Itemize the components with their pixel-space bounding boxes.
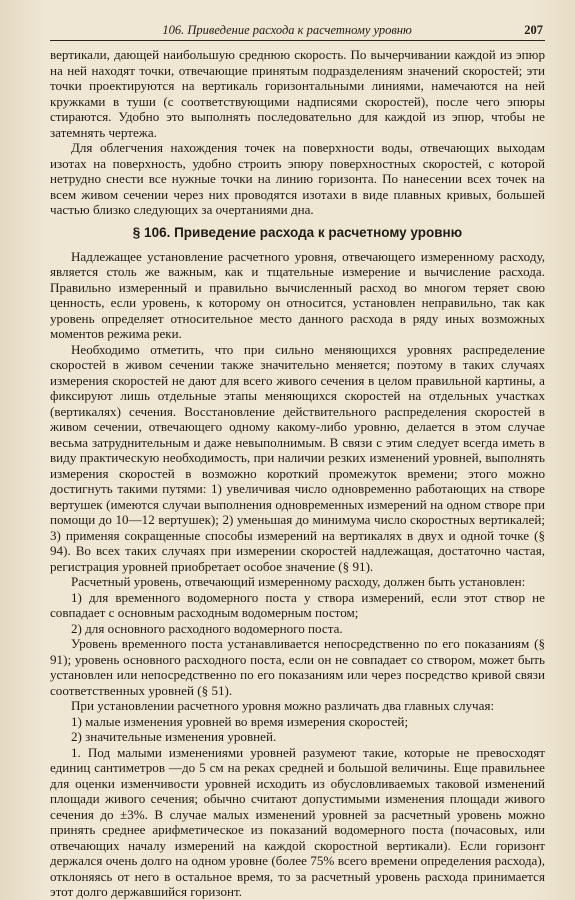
section-heading: § 106. Приведение расхода к расчетному уровню	[132, 224, 463, 240]
paragraph-5: Расчетный уровень, отвечающий измеренному расходу, должен быть установлен:	[70, 574, 526, 589]
page-number: 207	[524, 23, 543, 37]
paragraph-1: вертикали, дающей наибольшую среднюю скорость. По вычерчивании каждой из эпюр на ней находят точки, отвечающие принятым подразделениям значений скоростей; эти точки проектируются на вертикаль горизонтальными линиями, намечаются на ней кружками в туши (с соответствующими надписями скоростей), после чего эпюры стираются. Удобно это выполнять последовательно для каждой из эпюр, чтобы не затемнять чертежа.	[50, 47, 545, 140]
paragraph-4: Необходимо отметить, что при сильно меняющихся уровнях распределение скоростей в живом сечении также значительно меняется; поэтому в таких случаях измерения скоростей не дают для всего живого сечения в целом правильной картины, а фиксируют лишь отдельные этапы меняющихся скоростей на отдельных участках (вертикалях) сечения. Восстановление действительного распределения скоростей в живом сечении, отвечающего одному какому-либо уровню, делается в этом случае весьма затруднительным и даже невыполнимым. В связи с этим следует всегда иметь в виду практическую необходимость, при наличии резких изменений уровней, выполнять измерения скоростей в возможно короткий промежуток времени; этого можно достигнуть такими путями: 1) увеличивая число одновременно работающих на створе вертушек (имеются случаи выполнения одновременных измерений на одном створе при помощи до 10—12 вертушек); 2) уменьшая до минимума число скоростных вертикалей; 3) применяя сокращенные способы измерений на вертикалях в двух и одной точке (§ 94). Во всех таких случаях при измерении скоростей надлежащая, достаточно частая, регистрация уровней приобретает особое значение (§ 91).	[50, 341, 545, 574]
list-item-1: 1) для временного водомерного поста у створа измерений, если этот створ не совпадает с основным расходным водомерным постом;	[50, 589, 545, 620]
running-title: 106. Приведение расхода к расчетному уровню	[162, 23, 412, 37]
paragraph-3: Надлежащее установление расчетного уровня, отвечающего измеренному расходу, является столь же важным, как и тщательные измерение и вычисление расхода. Правильно измеренный и правильно вычисленный расход во многом теряет свою ценность, если уровень, к которому он относится, установлен неправильно, так как уровень определяет относительное место данного расхода в ряду иных возможных моментов режима реки.	[50, 248, 545, 341]
paragraph-8: 1. Под малыми изменениями уровней разумеют такие, которые не превосходят единиц сантиметров —до 5 см на реках средней и большой величины. Еще правильнее для оценки изменчивости уровней исходить из обусловливаемых таковой изменений площади живого сечения; обычно считают допустимыми изменения площади живого сечения до ±3%. В случае малых изменений уровней за расчетный уровень можно принять среднее арифметическое из показаний водомерного поста (почасовых, или отвечающих началу измерений на каждой скоростной вертикали). Если горизонт держался очень долго на одном уровне (более 75% всего времени определения расхода), отклоняясь от него в остальное время, то за расчетный уровень расхода принимается этот долго державшийся горизонт.	[50, 744, 545, 899]
paragraph-6: Уровень временного поста устанавливается непосредственно по его показаниям (§ 91); уровень основного расходного поста, если он не совпадает со створом, может быть установлен или непосредственно по его показаниям или через посредство кривой связи соответственных уровней (§ 51).	[50, 636, 545, 698]
paragraph-7: При установлении расчетного уровня можно различать два главных случая:	[70, 698, 495, 713]
paragraph-2: Для облегчения нахождения точек на поверхности воды, отвечающих выходам изотах на поверхность, удобно строить эпюру поверхностных скоростей, с которой нетрудно снести все нужные точки на линию горизонта. По нанесении всех точек на всем живом сечении через них проводятся изотахи в виде плавных кривых, большей частью близко следующих за очертаниями дна.	[50, 140, 545, 217]
case-item-2: 2) значительные изменения уровней.	[70, 729, 277, 744]
list-item-2: 2) для основного расходного водомерного поста.	[70, 620, 343, 636]
case-item-1: 1) малые изменения уровней во время измерения скоростей;	[70, 713, 409, 729]
running-head	[50, 22, 545, 41]
